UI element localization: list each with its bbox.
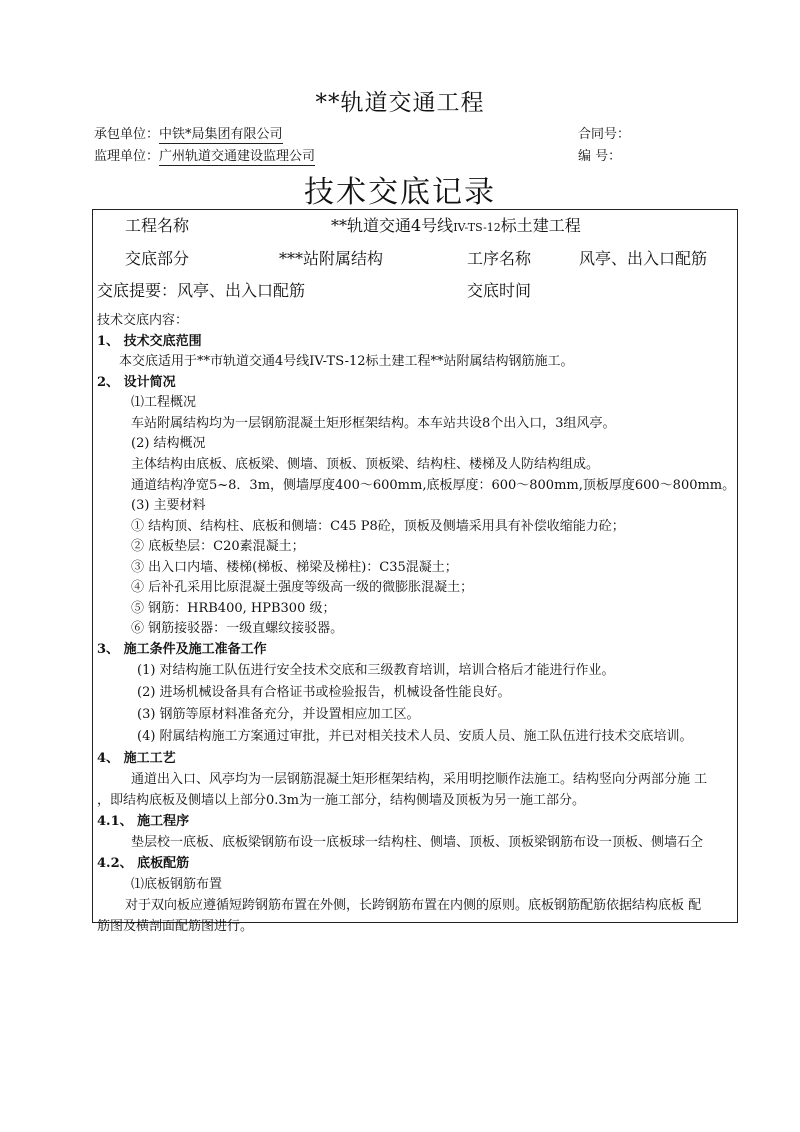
process-label: 工序名称 xyxy=(467,249,532,268)
section-4-2-text-line-2: 筋图及横剖面配筋图进行。 xyxy=(97,919,254,934)
section-3-item-4: (4) 附属结构施工方案通过审批，并已对相关技术人员、安质人员、施工队伍进行技术交底培训。 xyxy=(137,729,693,744)
section-3-item-1: (1) 对结构施工队伍进行安全技术交底和三级教育培训，培训合格后才能进行作业。 xyxy=(137,663,615,678)
section-3-title: 3、 施工条件及施工准备工作 xyxy=(97,642,267,657)
process-value: 风亭、出入口配筋 xyxy=(579,249,708,268)
supervisor-value: 广州轨道交通建设监理公司 xyxy=(159,149,316,164)
material-item-5: ⑤ 钢筋：HRB400, HPB300 级； xyxy=(131,601,336,616)
section-2-sub-1: ⑴工程概况 xyxy=(131,395,197,410)
project-name-value xyxy=(331,213,581,236)
part-value: ***站附属结构 xyxy=(279,249,384,268)
section-2-text-2: 主体结构由底板、底板梁、侧墙、顶板、顶板梁、结构柱、楼梯及人防结构组成。 xyxy=(131,457,600,472)
record-box xyxy=(92,209,738,934)
supervisor-label: 监理单位： xyxy=(94,149,160,164)
section-4-title: 4、 施工工艺 xyxy=(97,751,176,766)
material-item-1: ① 结构顶、结构柱、底板和侧墙：C45 P8砼，顶板及侧墙采用具有补偿收缩能力砼； xyxy=(131,519,625,534)
section-1-title: 1、 技术交底范围 xyxy=(97,334,202,349)
serial-no-label: 编 号： xyxy=(578,149,622,164)
section-2-sub-3: (3) 主要材料 xyxy=(131,498,206,513)
section-4-2-text-line-1: 对于双向板应遵循短跨钢筋布置在外侧，长跨钢筋布置在内侧的原则。底板钢筋配筋依据结构底板 配 xyxy=(125,898,702,913)
document-title: 技术交底记录 xyxy=(304,175,496,210)
contractor-label: 承包单位： xyxy=(94,127,160,142)
section-2-title: 2、 设计简况 xyxy=(97,375,176,390)
material-item-4: ④ 后补孔采用比原混凝土强度等级高一级的微膨胀混凝土； xyxy=(131,580,474,595)
section-4-2-title: 4.2、 底板配筋 xyxy=(97,856,190,871)
section-2-text-1: 车站附属结构均为一层钢筋混凝土矩形框架结构。本车站共设8个出入口，3组风亭。 xyxy=(131,416,616,431)
content-intro: 技术交底内容： xyxy=(97,313,189,328)
section-4-1-text: 垫层校一底板、底板梁钢筋布设一底板球一结构柱、侧墙、顶板、顶板梁钢筋布设一顶板、侧墙石仝 xyxy=(131,835,704,850)
supervisor-row xyxy=(94,145,315,164)
section-1-text: 本交底适用于**市轨道交通4号线IV-TS-12标土建工程**站附属结构钢筋施工。 xyxy=(119,354,574,369)
material-item-2: ② 底板垫层：C20素混凝土； xyxy=(131,539,305,554)
project-title: **轨道交通工程 xyxy=(315,90,485,116)
project-name-main: **轨道交通4号线 xyxy=(331,216,454,235)
time-label: 交底时间 xyxy=(467,281,532,300)
section-2-sub-2: (2) 结构概况 xyxy=(131,436,206,451)
section-3-item-2: (2) 进场机械设备具有合格证书或检验报告，机械设备性能良好。 xyxy=(137,685,511,700)
contract-no-label: 合同号： xyxy=(578,127,631,142)
section-4-1-title: 4.1、 施工程序 xyxy=(97,814,190,829)
project-name-suffix: 标土建工程 xyxy=(500,216,581,235)
section-4-2-sub-1: ⑴底板钢筋布置 xyxy=(131,877,223,892)
section-2-text-3: 通道结构净宽5~8．3m，侧墙厚度400～600mm,底板厚度：600～800mm,顶板厚度600～800mm。 xyxy=(131,478,736,493)
project-name-label: 工程名称 xyxy=(125,216,190,235)
material-item-3: ③ 出入口内墙、楼梯(梯板、梯梁及梯柱)：C35混凝土； xyxy=(131,560,458,575)
section-4-text-line-1: 通道出入口、风亭均为一层钢筋混凝土矩形框架结构，采用明挖顺作法施工。结构竖向分两部分施 工 xyxy=(131,772,708,787)
summary-label: 交底提要：风亭、出入口配筋 xyxy=(97,281,306,300)
contractor-value: 中铁*局集团有限公司 xyxy=(159,127,283,142)
contractor-row xyxy=(94,123,283,142)
project-name-code: IV-TS-12 xyxy=(453,221,501,234)
section-3-item-3: (3) 钢筋等原材料准备充分，并设置相应加工区。 xyxy=(137,707,420,722)
part-label: 交底部分 xyxy=(125,249,190,268)
section-4-text-line-2: ，即结构底板及侧墙以上部分0.3m为一施工部分，结构侧墙及顶板为另一施工部分。 xyxy=(97,793,586,808)
material-item-6: ⑥ 钢筋接驳器：一级直螺纹接驳器。 xyxy=(131,621,344,636)
